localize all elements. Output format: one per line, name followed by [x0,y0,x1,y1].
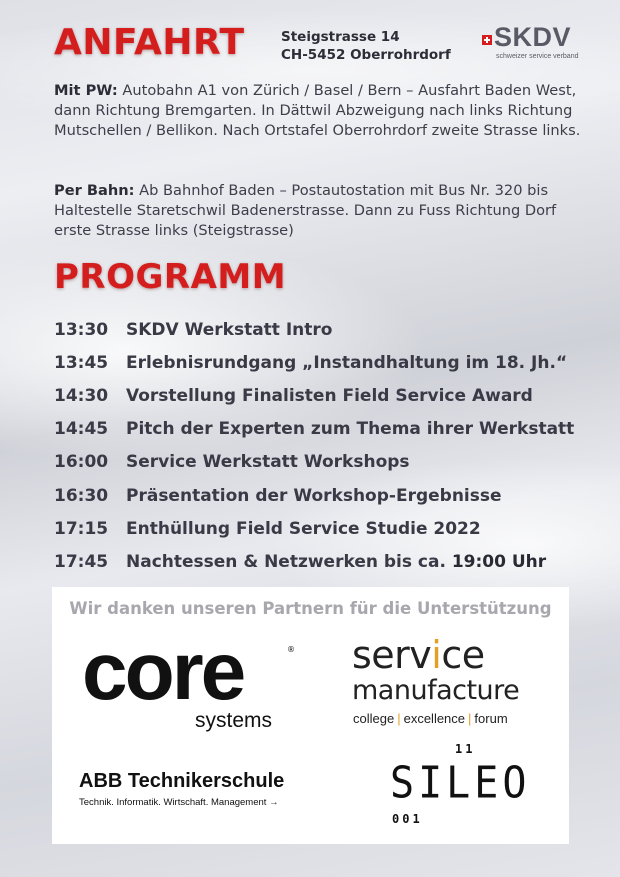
program-time: 16:00 [54,452,109,473]
sileo-logo [390,742,531,832]
directions-car-text: Autobahn A1 von Zürich / Basel / Bern – Ausfahrt Baden West, dann Richtung Bremgarten. In Dättwil Abzweigung nach links Richtung Mutschellen / Bellikon. Nach Ortstafel Oberrohrdorf zweite Strasse links. [54,82,581,139]
svm-sep: | [397,711,401,726]
registered-icon: ® [287,645,295,654]
abb-logo-name: ABB Technikerschule [79,770,285,792]
program-item [54,379,594,412]
program-item [54,446,594,479]
sileo-logo-word: SILEO [390,757,531,809]
program-item [54,313,594,346]
program-time: 17:15 [54,518,109,539]
directions-car [54,81,584,141]
svm-tag: college [353,711,395,726]
program-text: Service Werkstatt Workshops [126,452,410,473]
svm-logo-line2: manufacture [352,675,520,706]
program-time: 13:30 [54,319,109,340]
directions-train-label: Per Bahn: [54,182,135,199]
core-logo-word: core [82,626,244,717]
svm-logo-line1 [352,633,485,677]
core-logo-sub: systems [195,709,273,732]
address-block [281,28,451,64]
program-list [54,313,594,579]
abb-logo-tagline: Technik. Informatik. Wirtschaft. Management → [79,797,279,808]
program-text: Enthüllung Field Service Studie 2022 [126,518,481,539]
skdv-logo-word: SKDV [494,22,572,52]
partners-panel [52,587,569,844]
sileo-logo-bottom: 001 [392,812,423,826]
program-text-main: Nachtessen & Netzwerken bis ca. [126,551,452,572]
program-time: 16:30 [54,485,109,506]
program-text: Pitch der Experten zum Thema ihrer Werkstatt [126,419,575,440]
program-item [54,479,594,512]
partners-title: Wir danken unseren Partnern für die Unterstützung [69,599,552,618]
abb-technikerschule-logo [79,770,329,820]
address-street: Steigstrasse 14 [281,29,400,45]
address-city: CH-5452 Oberrohrdorf [281,47,451,63]
program-text: Erlebnisrundgang „Instandhaltung im 18. Jh.“ [126,352,568,373]
skdv-logo [482,22,582,62]
program-text: Präsentation der Workshop-Ergebnisse [126,485,502,506]
core-systems-logo [82,626,295,739]
svm-line1-part: ce [441,633,485,677]
page-title: ANFAHRT [54,22,245,63]
directions-train [54,181,584,241]
program-time: 14:45 [54,419,109,440]
skdv-logo-subtitle: schweizer service verband [496,53,579,60]
swiss-cross-icon [482,35,492,45]
program-text [126,552,546,572]
directions-train-text: Ab Bahnhof Baden – Postautostation mit Bus Nr. 320 bis Haltestelle Staretschwil Badenerstrasse. Dann zu Fuss Richtung Dorf erste Strasse links (Steigstrasse) [54,182,557,239]
program-title: PROGRAMM [54,257,287,297]
svm-sep: | [468,711,472,726]
program-time: 14:30 [54,385,109,406]
svm-tag: excellence [403,711,466,726]
service-manufacture-logo [352,633,552,729]
program-item [54,512,594,545]
svm-tag: forum [474,711,508,726]
sileo-logo-top: 11 [455,742,476,756]
program-item [54,545,594,578]
program-text: SKDV Werkstatt Intro [126,319,333,340]
svm-line1-part: serv [352,633,432,677]
program-time: 13:45 [54,352,109,373]
svm-line1-accent: i [431,633,442,677]
svm-logo-tagline [353,711,508,726]
directions-car-label: Mit PW: [54,82,118,99]
program-end-time: 19:00 Uhr [451,551,547,572]
program-item [54,413,594,446]
program-text: Vorstellung Finalisten Field Service Award [126,385,533,406]
program-item [54,346,594,379]
program-time: 17:45 [54,551,109,572]
